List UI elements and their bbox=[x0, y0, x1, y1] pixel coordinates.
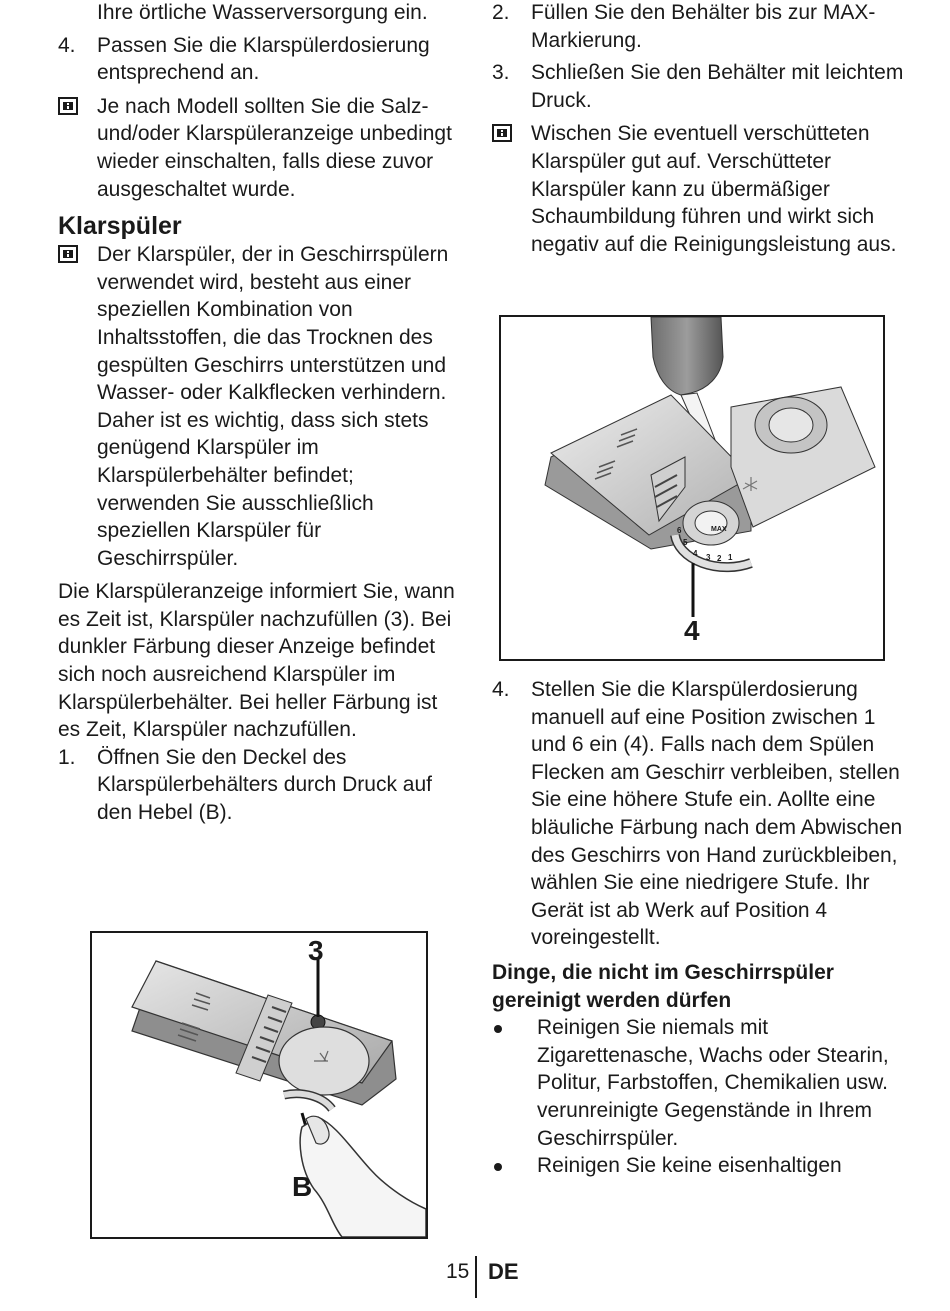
step-text: Schließen Sie den Behälter mit leichtem Druck. bbox=[531, 61, 904, 112]
step-3-continuation bbox=[58, 0, 458, 27]
step-3 bbox=[492, 59, 912, 114]
info-icon bbox=[58, 245, 78, 263]
footer-divider bbox=[475, 1256, 477, 1298]
step-number: 2. bbox=[492, 1, 510, 24]
dispenser-illustration bbox=[92, 933, 426, 1237]
step-number: 4. bbox=[492, 678, 510, 701]
step-text: Öffnen Sie den Deckel des Klarspülerbehälters durch Druck auf den Hebel (B). bbox=[97, 745, 432, 825]
note-text: Je nach Modell sollten Sie die Salz- und/oder Klarspüleranzeige unbedingt wieder einschalten, falls diese zuvor ausgeschaltet wurde. bbox=[97, 94, 452, 201]
step-4 bbox=[58, 32, 458, 87]
dial-number: 2 bbox=[717, 554, 722, 563]
section-heading: Klarspüler bbox=[58, 212, 182, 241]
note-rinse-aid bbox=[58, 241, 458, 572]
info-icon bbox=[492, 124, 512, 142]
note-spill bbox=[492, 120, 912, 258]
figure-open-lid bbox=[90, 931, 428, 1239]
dial-number: 4 bbox=[693, 549, 698, 558]
callout-dosage-4: 4 bbox=[684, 615, 700, 646]
step-text: Passen Sie die Klarspülerdosierung entsprechend an. bbox=[97, 33, 430, 85]
bullet-text: Reinigen Sie niemals mit Zigarettenasche, Wachs oder Stearin, Politur, Farbstoffen, Chemikalien usw. verunreinigte Gegenstände in Ihrem Geschirrspüler. bbox=[537, 1016, 889, 1150]
step-number: 3. bbox=[492, 61, 510, 85]
indicator-paragraph: Die Klarspüleranzeige informiert Sie, wann es Zeit ist, Klarspüler nachzufüllen (3). Bei dunkler Färbung dieser Anzeige befindet sich noch ausreichend Klarspüler im Klarspülerbehälter. Bei heller Färbung ist es Zeit, Klarspüler nachzufüllen. bbox=[58, 580, 455, 742]
right-column-lower bbox=[492, 676, 912, 1180]
left-column bbox=[58, 0, 458, 827]
page-number: 15 bbox=[446, 1260, 470, 1283]
callout-lever-b: B bbox=[292, 1171, 313, 1202]
dial-number: 6 bbox=[677, 526, 682, 535]
step-text: Stellen Sie die Klarspülerdosierung manuell auf eine Position zwischen 1 und 6 ein (4). Falls nach dem Spülen Flecken am Geschirr verbleiben, stellen Sie eine höhere Stufe ein. Aollte eine bläuliche Färbung nach dem Abwischen des Geschirrs von Hand zurückbleiben, wählen Sie eine niedrigere Stufe. Ihr Gerät ist ab Werk auf Position 4 voreingestellt. bbox=[531, 678, 903, 950]
bullet-item bbox=[492, 1014, 912, 1152]
step-1 bbox=[58, 744, 458, 827]
note-text: Wischen Sie eventuell verschütteten Klarspüler gut auf. Verschütteter Klarspüler kann zu übermäßiger Schaumbildung führen und wirkt sich negativ auf die Reinigungsleistung aus. bbox=[531, 122, 897, 256]
step-text: Füllen Sie den Behälter bis zur MAX-Markierung. bbox=[531, 1, 876, 52]
bullet-icon bbox=[494, 1025, 502, 1033]
step-continuation-text: Ihre örtliche Wasserversorgung ein. bbox=[97, 1, 428, 24]
language-code: DE bbox=[488, 1259, 519, 1284]
step-number: 1. bbox=[58, 745, 76, 769]
bullet-item bbox=[492, 1152, 912, 1180]
figure-filling bbox=[499, 315, 885, 661]
dial-number: 3 bbox=[706, 553, 711, 562]
step-2 bbox=[492, 0, 912, 54]
step-number: 4. bbox=[58, 33, 76, 57]
bullet-text: Reinigen Sie keine eisenhaltigen bbox=[537, 1154, 842, 1178]
note-text: Der Klarspüler, der in Geschirrspülern verwendet wird, besteht aus einer speziellen Kombination von Inhaltsstoffen, die das Trocknen des gespülten Geschirrs unterstützen und Wasser- oder Kalkflecken verhindern. Daher ist es wichtig, dass sich stets genügend Klarspüler im Klarspülerbehälter befindet; verwenden Sie ausschließlich speziellen Klarspüler für Geschirrspüler. bbox=[97, 243, 449, 570]
dial-number: 5 bbox=[683, 538, 688, 547]
right-column bbox=[492, 0, 912, 258]
note-model bbox=[58, 93, 458, 203]
step-4-dosage bbox=[492, 676, 912, 952]
filling-illustration bbox=[501, 317, 883, 659]
bullet-icon bbox=[494, 1163, 502, 1171]
info-icon bbox=[58, 97, 78, 115]
callout-indicator-3: 3 bbox=[308, 935, 324, 966]
subsection-heading: Dinge, die nicht im Geschirrspüler gereinigt werden dürfen bbox=[492, 960, 834, 1012]
dial-number: 1 bbox=[728, 553, 733, 562]
max-mark-label: MAX bbox=[711, 526, 727, 533]
